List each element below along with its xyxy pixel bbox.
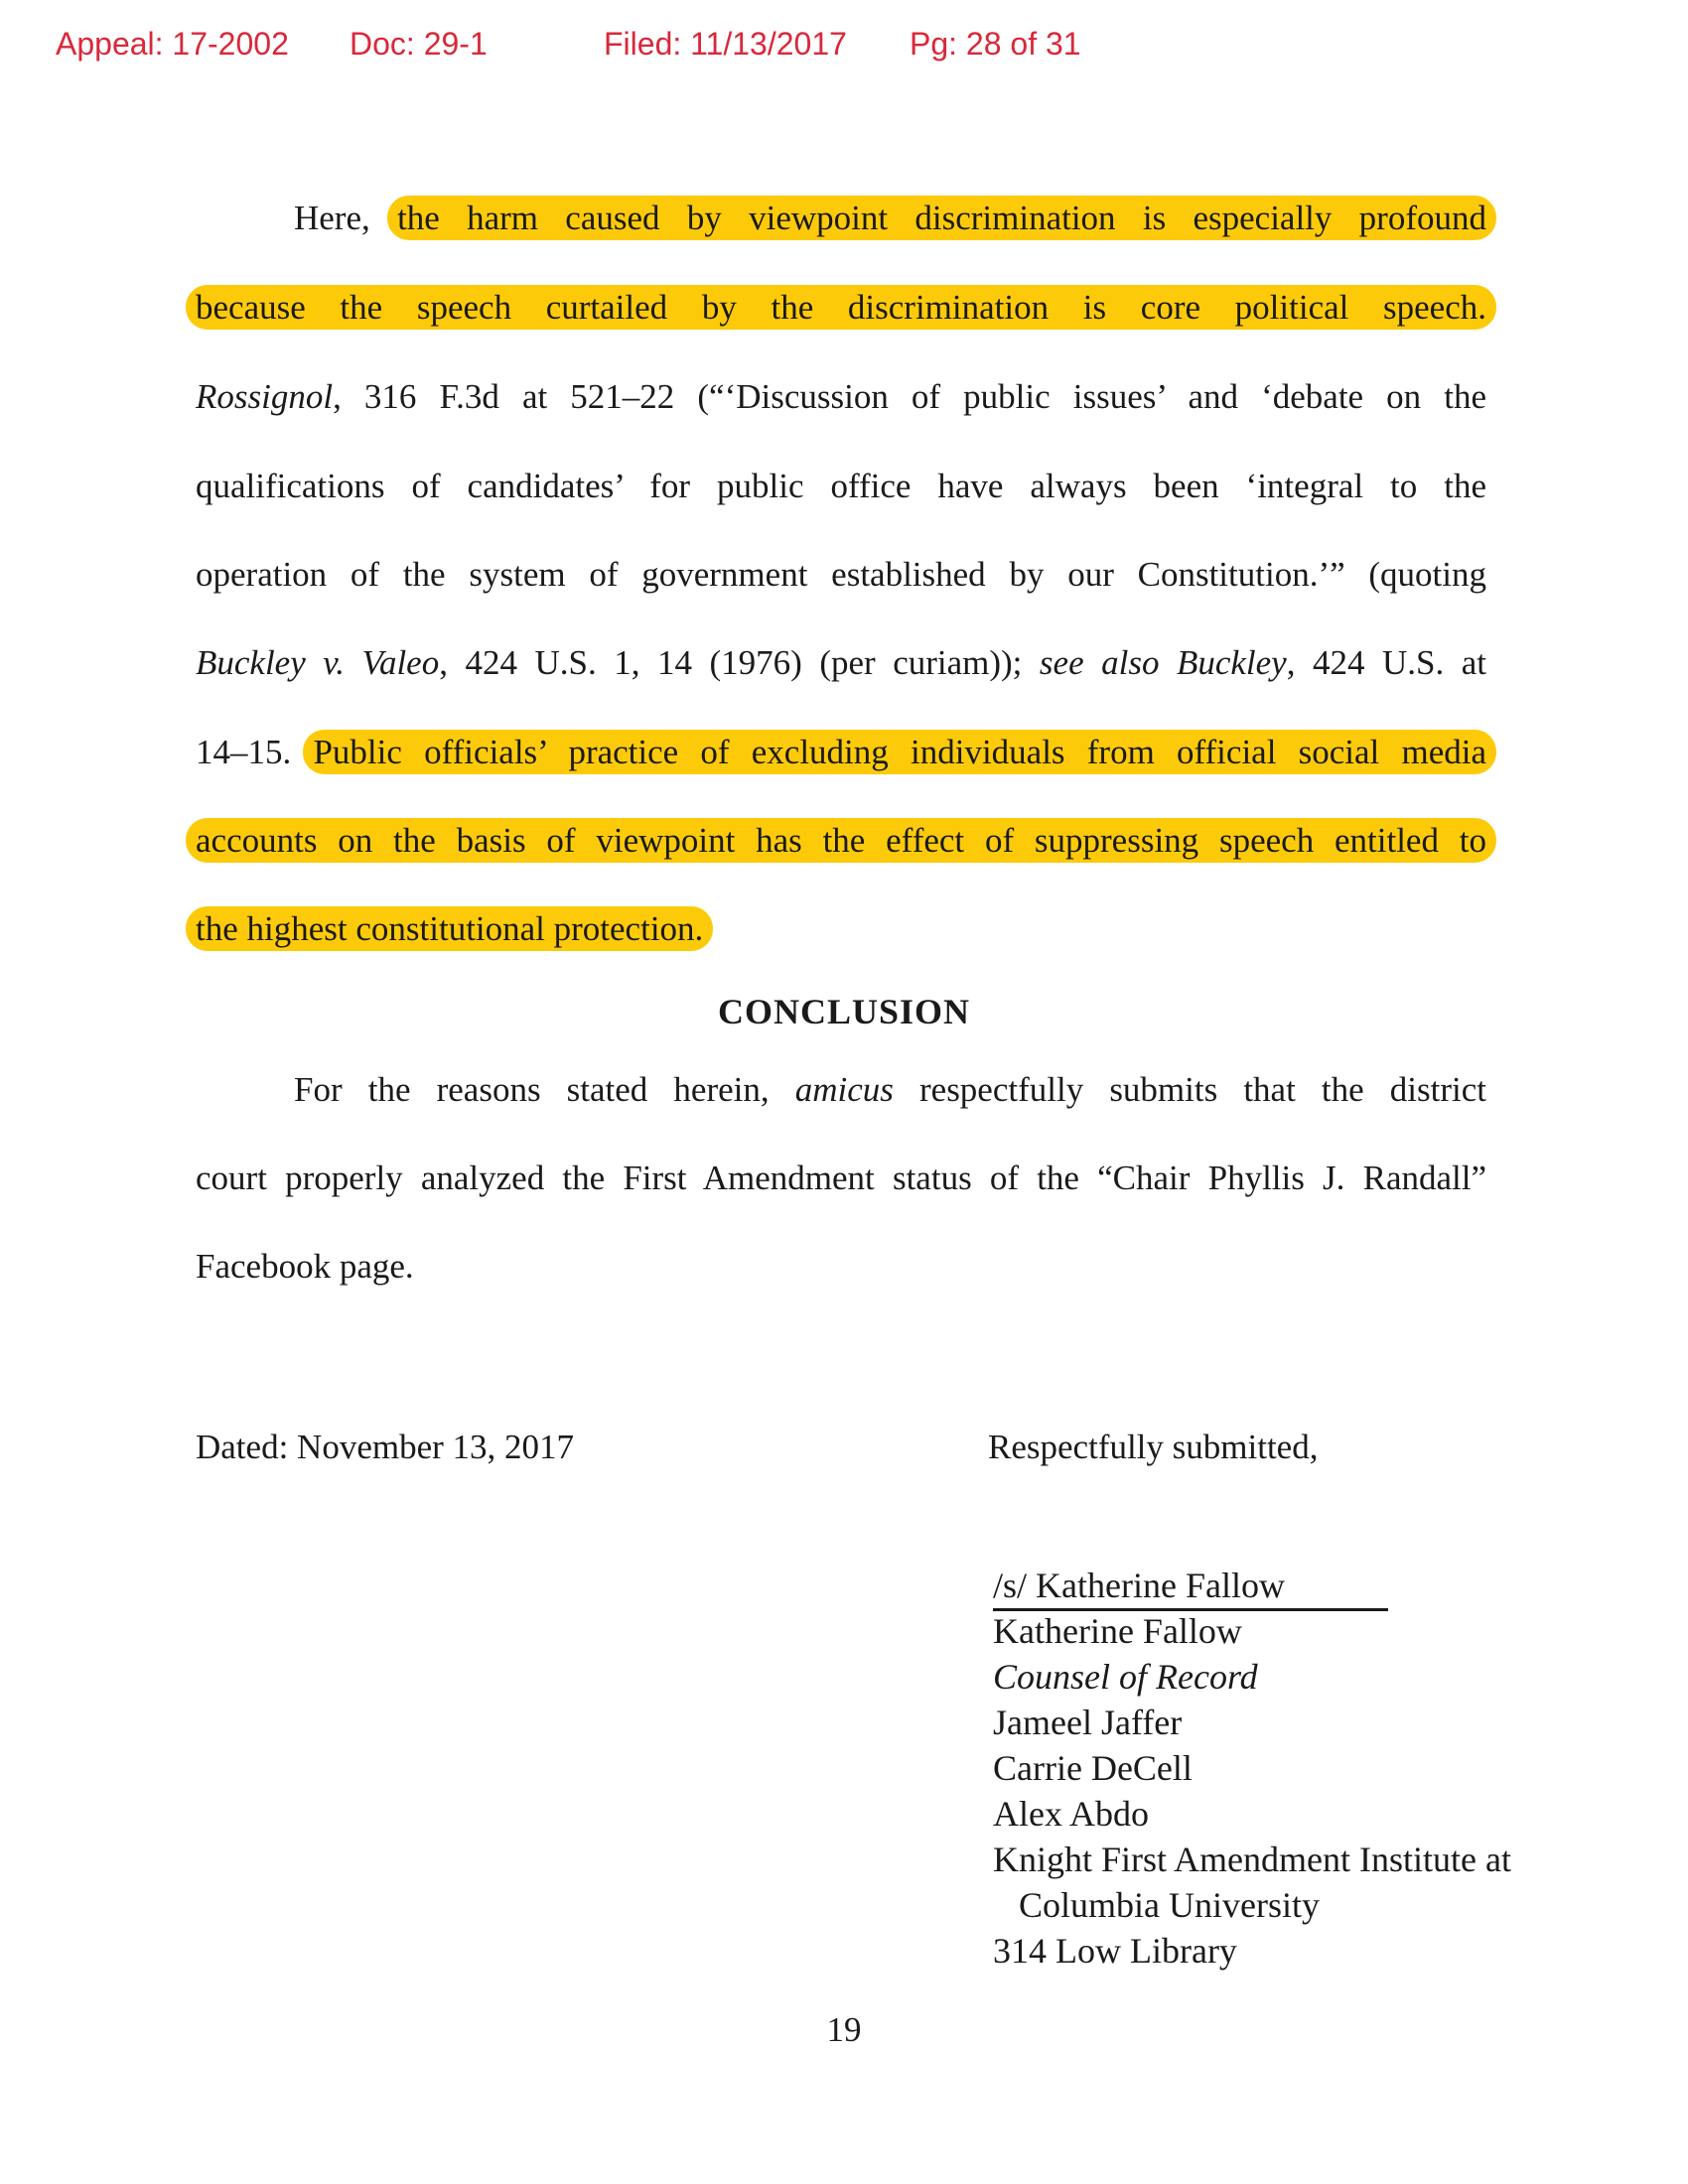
stamp-appeal: Appeal: 17-2002: [56, 26, 289, 62]
counsel-title: Counsel of Record: [993, 1657, 1258, 1697]
paragraph-line: court properly analyzed the First Amendment status of the “Chair Phyllis J. Randall”: [196, 1159, 1486, 1197]
signal: see also Buckley: [1039, 643, 1287, 682]
paragraph-line: [196, 286, 1486, 330]
counsel-name: Carrie DeCell: [993, 1748, 1193, 1788]
counsel-name: Jameel Jaffer: [993, 1703, 1183, 1742]
paragraph-line: 14–15. Public officials’ practice of excluding individuals from official social media: [196, 731, 1486, 774]
signature-block: [993, 1608, 1511, 1974]
paragraph-line: Here, the harm caused by viewpoint discrimination is especially profound: [294, 197, 1486, 240]
paragraph-line: Rossignol, 316 F.3d at 521–22 (“‘Discussion of public issues’ and ‘debate on the: [196, 377, 1486, 416]
paragraph-line: operation of the system of government established by our Constitution.’” (quoting: [196, 555, 1486, 594]
paragraph-line: Buckley v. Valeo, 424 U.S. 1, 14 (1976) (per curiam)); see also Buckley, 424 U.S. at: [196, 643, 1487, 682]
institution-name-cont: Columbia University: [1019, 1885, 1320, 1925]
paragraph-line: Facebook page.: [196, 1247, 414, 1286]
case-name: Buckley v. Valeo: [196, 643, 440, 682]
stamp-filed: Filed: 11/13/2017: [604, 26, 847, 62]
counsel-name: Katherine Fallow: [993, 1611, 1242, 1651]
section-heading: CONCLUSION: [717, 992, 971, 1031]
highlight: the highest constitutional protection.: [186, 906, 713, 951]
paragraph-line: [196, 907, 1486, 951]
respectfully-submitted: Respectfully submitted,: [988, 1428, 1319, 1466]
paragraph-line: [196, 819, 1486, 863]
paragraph-line: qualifications of candidates’ for public office have always been ‘integral to the: [196, 467, 1486, 505]
stamp-doc: Doc: 29-1: [350, 26, 488, 62]
page-number: 19: [826, 2010, 862, 2049]
counsel-name: Alex Abdo: [993, 1794, 1149, 1834]
highlight: because the speech curtailed by the discrimination is core political speech.: [186, 285, 1496, 330]
address-line: 314 Low Library: [993, 1931, 1237, 1971]
signature-line: /s/ Katherine Fallow: [993, 1563, 1388, 1611]
date-line: Dated: November 13, 2017: [196, 1428, 575, 1466]
highlight: Public officials’ practice of excluding individuals from official social media: [303, 730, 1496, 774]
paragraph-line: For the reasons stated herein, amicus respectfully submits that the district: [294, 1070, 1487, 1109]
highlight: the harm caused by viewpoint discrimination is especially profound: [387, 196, 1496, 240]
institution-name: Knight First Amendment Institute at: [993, 1840, 1511, 1879]
highlight: accounts on the basis of viewpoint has the effect of suppressing speech entitled to: [186, 818, 1496, 863]
case-name: Rossignol: [196, 377, 334, 416]
stamp-page: Pg: 28 of 31: [910, 26, 1081, 62]
